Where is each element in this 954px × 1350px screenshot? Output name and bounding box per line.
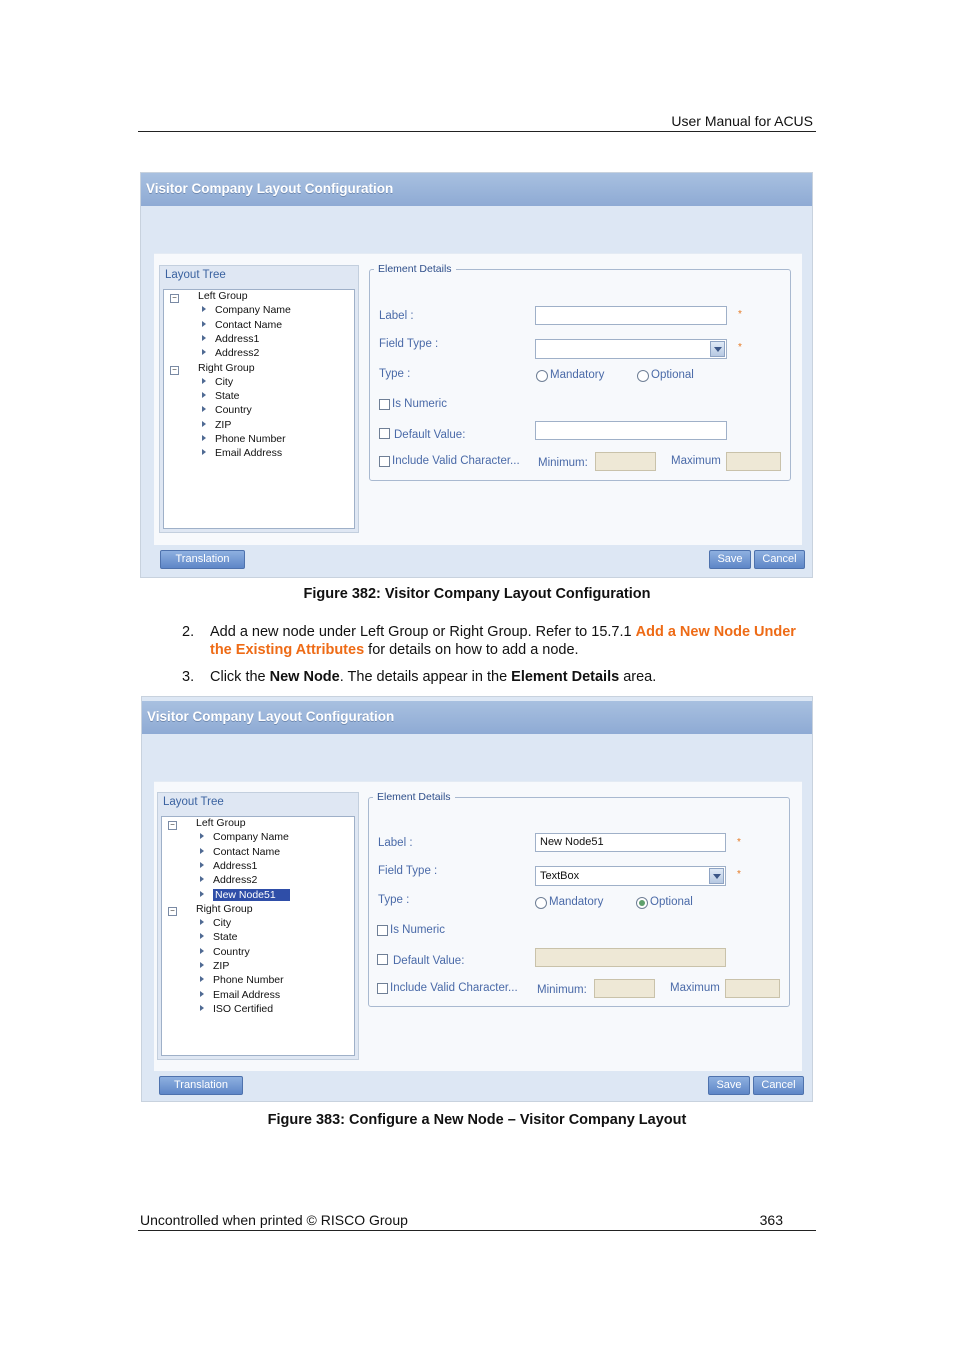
- step-number: 2.: [182, 624, 195, 640]
- tree-node-label: Email Address: [213, 988, 281, 1001]
- collapse-icon[interactable]: −: [170, 294, 179, 303]
- tree-leaf-node[interactable]: [200, 974, 284, 988]
- step-text-part: Add a new node under Left Group or Right Group. Refer to 15.7.1: [210, 624, 636, 640]
- tree-group-node[interactable]: [170, 290, 248, 304]
- tree-node-label: Contact Name: [213, 845, 281, 858]
- tree-leaf-node[interactable]: [200, 931, 238, 945]
- caret-right-icon: [202, 406, 206, 412]
- mandatory-radio-label: Mandatory: [550, 369, 605, 381]
- tree-leaf-node[interactable]: [200, 874, 257, 888]
- translation-button[interactable]: Translation: [160, 550, 245, 569]
- label-input[interactable]: [535, 306, 727, 325]
- tree-leaf-node[interactable]: [200, 917, 231, 931]
- label-input[interactable]: New Node51: [535, 833, 726, 852]
- tree-node-label: Address1: [213, 859, 258, 872]
- optional-radio-label: Optional: [651, 369, 694, 381]
- caret-right-icon: [200, 891, 204, 897]
- caret-right-icon: [202, 335, 206, 341]
- optional-radio[interactable]: [637, 370, 649, 382]
- label-field-label: Label :: [378, 837, 413, 849]
- tree-node-label: New Node51: [213, 889, 290, 901]
- tree-leaf-node[interactable]: [202, 304, 291, 318]
- is-numeric-label: Is Numeric: [392, 398, 447, 410]
- layout-tree: [163, 289, 355, 529]
- header-rule: [138, 131, 816, 132]
- include-valid-label: Include Valid Character...: [392, 455, 520, 467]
- minimum-label: Minimum:: [538, 457, 588, 469]
- caret-right-icon: [200, 919, 204, 925]
- save-button[interactable]: Save: [709, 550, 751, 569]
- tree-leaf-node[interactable]: [202, 347, 259, 361]
- caret-right-icon: [200, 933, 204, 939]
- label-field-label: Label :: [379, 310, 414, 322]
- layout-tree-title: Layout Tree: [163, 796, 224, 808]
- caret-right-icon: [200, 862, 204, 868]
- chevron-down-icon[interactable]: [709, 868, 724, 884]
- default-value-input[interactable]: [535, 948, 726, 967]
- tree-node-label: Company Name: [213, 831, 289, 844]
- type-label: Type :: [378, 894, 410, 906]
- caret-right-icon: [202, 378, 206, 384]
- step-bold-term: New Node: [269, 669, 340, 685]
- figure-383-caption: Figure 383: Configure a New Node – Visitor Company Layout: [267, 1112, 687, 1128]
- caret-right-icon: [200, 833, 204, 839]
- step-bold-term: Element Details: [511, 669, 620, 685]
- tree-leaf-node[interactable]: [202, 404, 252, 418]
- window-title: Visitor Company Layout Configuration: [142, 701, 812, 734]
- caret-right-icon: [200, 876, 204, 882]
- required-mark: *: [738, 309, 742, 320]
- step-text-part: . The details appear in the: [339, 669, 512, 685]
- tree-leaf-node[interactable]: [202, 447, 282, 461]
- caret-right-icon: [202, 306, 206, 312]
- footer-copyright: Uncontrolled when printed © RISCO Group: [140, 1212, 408, 1228]
- page-header-title: User Manual for ACUS: [671, 113, 813, 129]
- tree-group-node[interactable]: [168, 817, 246, 831]
- caret-right-icon: [200, 962, 204, 968]
- tree-node-label: City: [215, 375, 234, 388]
- chevron-down-icon[interactable]: [710, 341, 725, 357]
- tree-node-label: ISO Certified: [213, 1002, 274, 1015]
- tree-node-label: ZIP: [215, 418, 232, 431]
- optional-radio-label: Optional: [650, 896, 693, 908]
- is-numeric-checkbox[interactable]: [379, 399, 390, 410]
- default-value-checkbox[interactable]: [377, 954, 388, 965]
- tree-node-label: Phone Number: [215, 433, 286, 445]
- field-type-value: TextBox: [540, 870, 580, 882]
- maximum-input[interactable]: [725, 979, 780, 998]
- tree-leaf-node[interactable]: [200, 846, 280, 860]
- maximum-input[interactable]: [726, 452, 781, 471]
- collapse-icon[interactable]: −: [168, 821, 177, 830]
- save-button[interactable]: Save: [708, 1076, 750, 1095]
- layout-tree-panel: [159, 265, 359, 533]
- default-value-label: Default Value:: [394, 429, 466, 441]
- field-type-select[interactable]: [535, 866, 726, 886]
- caret-right-icon: [202, 349, 206, 355]
- tree-leaf-node[interactable]: [200, 860, 257, 874]
- caret-right-icon: [200, 991, 204, 997]
- required-mark: *: [737, 869, 741, 880]
- layout-tree-panel: [157, 792, 359, 1060]
- tree-node-label: Contact Name: [215, 318, 283, 331]
- step-3: [182, 668, 822, 688]
- tree-leaf-node[interactable]: [200, 989, 280, 1003]
- step-text-part: for details on how to add a node.: [364, 642, 579, 658]
- collapse-icon[interactable]: −: [168, 907, 177, 916]
- tree-node-label: Address2: [215, 347, 260, 360]
- tree-leaf-node[interactable]: [202, 433, 286, 447]
- tree-node-label: Left Group: [196, 817, 246, 829]
- tree-node-label: Left Group: [198, 290, 248, 302]
- element-details-legend: Element Details: [377, 791, 451, 803]
- cancel-button[interactable]: Cancel: [753, 1076, 804, 1095]
- tree-node-label: Right Group: [196, 902, 253, 915]
- tree-node-label: Company Name: [215, 304, 291, 317]
- optional-radio[interactable]: [636, 897, 648, 909]
- tree-leaf-node[interactable]: [202, 376, 233, 390]
- tree-leaf-node[interactable]: [200, 960, 229, 974]
- tree-leaf-node[interactable]: [200, 1003, 273, 1017]
- caret-right-icon: [202, 321, 206, 327]
- tree-leaf-node[interactable]: [200, 946, 250, 960]
- include-valid-checkbox[interactable]: [379, 456, 390, 467]
- minimum-label: Minimum:: [537, 984, 587, 996]
- caret-right-icon: [202, 392, 206, 398]
- field-type-label: Field Type :: [378, 865, 438, 877]
- tree-node-label: Phone Number: [213, 974, 284, 987]
- field-type-label: Field Type :: [379, 338, 439, 350]
- tree-node-label: Right Group: [198, 361, 255, 374]
- layout-tree: [161, 816, 355, 1056]
- caret-right-icon: [200, 1005, 204, 1011]
- default-value-label: Default Value:: [393, 955, 465, 967]
- required-mark: *: [737, 837, 741, 848]
- mandatory-radio[interactable]: [535, 897, 547, 909]
- maximum-label: Maximum: [671, 455, 721, 467]
- step-text: [210, 668, 810, 686]
- maximum-label: Maximum: [670, 982, 720, 994]
- step-text-part: area.: [619, 669, 657, 685]
- required-mark: *: [738, 342, 742, 353]
- tree-node-label: State: [213, 931, 238, 944]
- figure-383-screenshot: [141, 696, 813, 1102]
- step-number: 3.: [182, 669, 195, 685]
- default-value-checkbox[interactable]: [379, 428, 390, 439]
- default-value-input[interactable]: [535, 421, 727, 440]
- tree-leaf-node[interactable]: [202, 319, 282, 333]
- tree-node-label: Address2: [213, 874, 258, 887]
- cancel-button[interactable]: Cancel: [754, 550, 805, 569]
- tree-group-node[interactable]: [168, 903, 253, 917]
- tree-node-label: ZIP: [213, 960, 230, 972]
- figure-382-caption: Figure 382: Visitor Company Layout Configuration: [303, 586, 651, 602]
- figure-382-screenshot: [140, 172, 813, 578]
- window-title: Visitor Company Layout Configuration: [141, 173, 812, 206]
- collapse-icon[interactable]: −: [170, 366, 179, 375]
- step-2: [182, 623, 822, 663]
- tree-leaf-node[interactable]: [202, 333, 259, 347]
- page-number: 363: [759, 1212, 783, 1228]
- tree-leaf-node[interactable]: [202, 419, 231, 433]
- caret-right-icon: [202, 421, 206, 427]
- tree-node-label: State: [215, 390, 240, 403]
- caret-right-icon: [200, 848, 204, 854]
- translation-button[interactable]: Translation: [159, 1076, 243, 1095]
- caret-right-icon: [202, 435, 206, 441]
- tree-node-label: Email Address: [215, 447, 283, 460]
- is-numeric-checkbox[interactable]: [377, 925, 388, 936]
- footer-rule: [138, 1230, 816, 1231]
- tree-leaf-node[interactable]: [202, 390, 240, 404]
- tree-group-node[interactable]: [170, 362, 255, 376]
- type-label: Type :: [379, 368, 411, 380]
- tree-node-label: City: [213, 917, 232, 930]
- tree-node-label: Country: [213, 945, 250, 958]
- include-valid-checkbox[interactable]: [377, 983, 388, 994]
- element-details-legend: Element Details: [378, 263, 452, 275]
- minimum-input[interactable]: [594, 979, 655, 998]
- cross-reference-link[interactable]: Add a New Node Under the Existing Attributes: [210, 624, 796, 658]
- mandatory-radio-label: Mandatory: [549, 896, 604, 908]
- mandatory-radio[interactable]: [536, 370, 548, 382]
- tree-leaf-node[interactable]: [200, 831, 289, 845]
- layout-tree-title: Layout Tree: [165, 269, 226, 281]
- tree-node-label: Country: [215, 404, 252, 417]
- caret-right-icon: [202, 449, 206, 455]
- step-text: [210, 623, 810, 659]
- field-type-select[interactable]: [535, 339, 727, 359]
- is-numeric-label: Is Numeric: [390, 924, 445, 936]
- caret-right-icon: [200, 948, 204, 954]
- caret-right-icon: [200, 976, 204, 982]
- tree-leaf-node[interactable]: [200, 889, 290, 903]
- include-valid-label: Include Valid Character...: [390, 982, 518, 994]
- tree-node-label: Address1: [215, 332, 260, 345]
- step-text-part: Click the: [210, 669, 270, 685]
- minimum-input[interactable]: [595, 452, 656, 471]
